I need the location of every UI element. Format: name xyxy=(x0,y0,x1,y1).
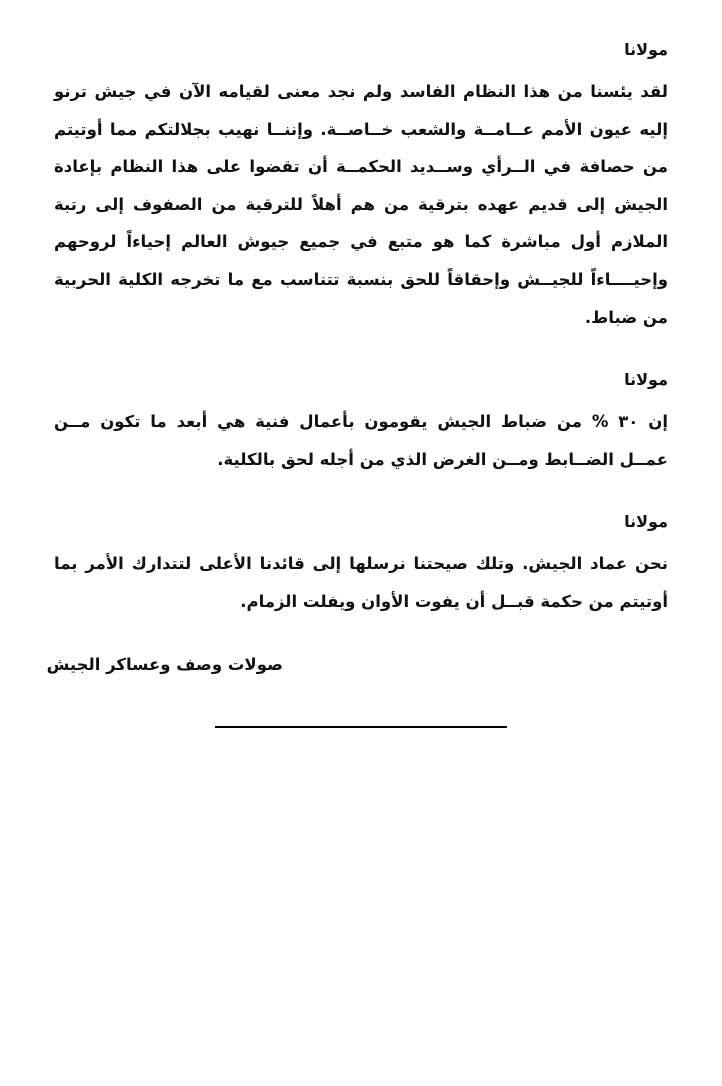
paragraph-1: لقد يئسنا من هذا النظام الفاسد ولم نجد معنى لقيامه الآن في جيش ترنو إليه عيون الأمم عــامــة والشعب خــاصــة. وإننــا نهيب بجلالتكم مما أوتيتم من حصافة في الــرأي وســديد الحكمــة أن تقضوا على هذا النظام بإعادة الجيش إلى قديم عهده بترقية من هم أهلاً للترقية من الصفوف إلى رتبة الملازم أول مباشرة كما هو متبع في جميع جيوش العالم إحياءاً لروحهم وإحيــــاءاً للجيــش وإحقاقاً للحق بنسبة تتناسب مع ما تخرجه الكلية الحربية من ضباط. xyxy=(54,82,668,327)
paragraph-3: نحن عماد الجيش. وتلك صيحتنا نرسلها إلى قائدنا الأعلى لتتدارك الأمر بما أوتيتم من حكمة قبــل أن يفوت الأوان ويفلت الزمام. xyxy=(54,554,668,612)
salutation-3: مولانا xyxy=(624,512,668,532)
signature-text: صولات وصف وعساكر الجيش xyxy=(46,654,283,674)
salutation-1: مولانا xyxy=(624,40,668,59)
section-3 xyxy=(54,512,668,620)
paragraph-2: إن ٣٠ % من ضباط الجيش يقومون بأعمال فنية هي أبعد ما تكون مــن عمــل الضــابط ومــن الغرض الذي من أجله لحق بالكلية. xyxy=(54,412,668,469)
signature-rule xyxy=(215,726,507,728)
salutation-2: مولانا xyxy=(624,370,668,390)
section-1 xyxy=(54,40,668,336)
section-2 xyxy=(54,370,668,478)
